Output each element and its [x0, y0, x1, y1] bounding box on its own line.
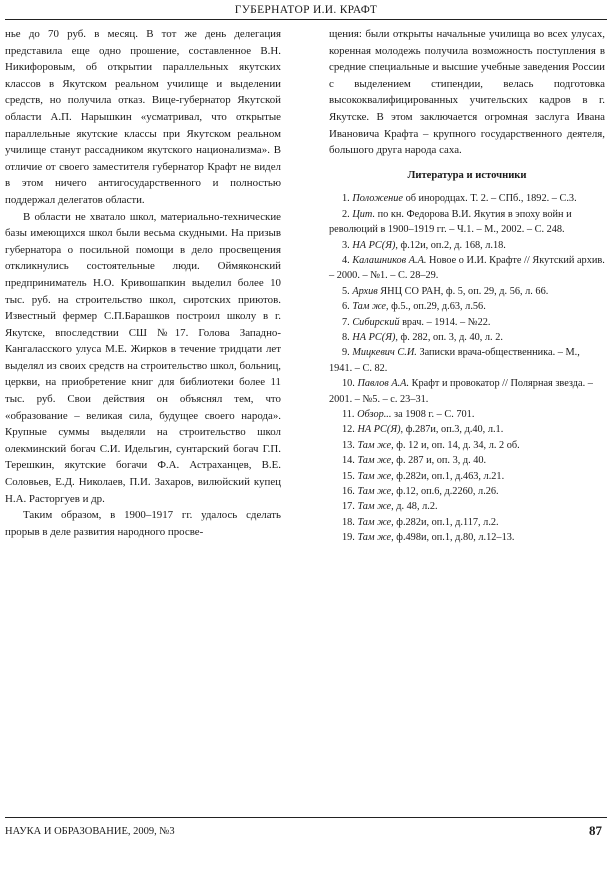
reference-item [329, 299, 605, 314]
reference-item [329, 253, 605, 284]
reference-rest: Крафт и провокатор // Полярная звезда. – 2001. – №5. – с. 23–31. [329, 378, 593, 405]
reference-italic-part: Павлов А.А. [357, 378, 410, 390]
reference-item [329, 330, 605, 345]
reference-number: 17. [342, 501, 355, 513]
reference-item [329, 530, 605, 545]
reference-rest: , ф. 12 и, оп. 14, д. 34, л. 2 об. [391, 439, 520, 451]
reference-number: 11. [342, 409, 355, 421]
reference-rest: , ф.287и, оп.3, д.40, л.1. [400, 424, 504, 436]
reference-italic-part: Там же [357, 532, 392, 544]
reference-rest: , ф. 282, оп. 3, д. 40, л. 2. [395, 332, 503, 343]
reference-rest: , ф.498и, оп.1, д.80, л.12–13. [391, 532, 515, 544]
reference-italic-part: Обзор... [357, 409, 392, 421]
footer-rule [5, 817, 607, 818]
reference-item [329, 238, 605, 253]
reference-number: 16. [342, 486, 355, 498]
reference-italic-part: НА РС(Я) [357, 424, 401, 436]
journal-info: НАУКА И ОБРАЗОВАНИЕ, 2009, №3 [5, 826, 175, 837]
references-heading: Литература и источники [407, 169, 527, 181]
reference-item [329, 376, 605, 407]
reference-number: 14. [342, 455, 355, 467]
reference-number: 1. [342, 193, 350, 205]
reference-number: 7. [342, 316, 350, 328]
reference-item [329, 469, 605, 484]
reference-item [329, 315, 605, 330]
reference-italic-part: Калашников А.А. [352, 254, 427, 266]
reference-rest: , ф.282и, оп.1, д.463, л.21. [391, 470, 505, 482]
reference-item [329, 207, 605, 238]
reference-italic-part: Там же [357, 516, 392, 528]
reference-italic-part: НА РС(Я) [352, 239, 396, 251]
reference-rest: врач. – 1914. – №22. [399, 316, 491, 328]
left-column [5, 26, 281, 540]
reference-rest: , д. 48, л.2. [391, 501, 438, 513]
reference-italic-part: Архив [352, 285, 378, 297]
reference-italic-part: Там же [357, 486, 392, 498]
paragraph-2: В области не хватало школ, материально-технические базы имеющихся школ были весьма скудными. На призыв губернатора о посильной помощи в дело просвещения откликнулись состоятельные люди. Оймяконский предприниматель Н.О. Кривошапкин выделил более 10 тыс. руб. на строительство школ, сиротских приютов. Известный фермер С.П.Барашков построил школу в г. Якутске, впоследствии СШ №17. Голова Западно-Кангаласского улуса М.Е. Жирков в течение тридцати лет выделял из своих средств на строительство школ, больниц, церкви, на приобретение книг для библиотеки более 11 тыс. руб. Свои действия он объяснял тем, что «образование – великая сила, будущее своего народа». Крупные суммы выделяли на строительство школ олекминский богач С.И. Идельгин, сунтарский богач Г.П. Терешкин, якутские богачи Ф.А. Астраханцев, В.Е. Соловьев, Е.Д. Николаев, П.И. Захаров, вилюйский купец Н.А. Расторгуев и др. [5, 210, 281, 505]
reference-rest: , ф.5., оп.29, д.63, л.56. [385, 301, 486, 313]
reference-number: 9. [342, 347, 350, 359]
reference-number: 18. [342, 516, 355, 528]
reference-rest: , ф.12и, оп.2, д. 168, л.18. [395, 239, 506, 251]
reference-italic-part: Там же [357, 439, 392, 451]
reference-item [329, 345, 605, 376]
reference-number: 8. [342, 332, 350, 343]
running-title: ГУБЕРНАТОР И.И. КРАФТ [234, 4, 378, 16]
reference-italic-part: Цит. [352, 208, 376, 220]
reference-item [329, 438, 605, 453]
reference-item [329, 422, 605, 437]
reference-italic-part: Там же [357, 455, 392, 467]
reference-item [329, 499, 605, 514]
reference-number: 10. [342, 378, 355, 390]
reference-item [329, 515, 605, 530]
reference-rest: ЯНЦ СО РАН, ф. 5, оп. 29, д. 56, л. 66. [377, 285, 549, 297]
reference-rest: , ф. 287 и, оп. 3, д. 40. [391, 455, 487, 467]
reference-item [329, 484, 605, 499]
reference-number: 2. [342, 208, 350, 220]
reference-italic-part: Сибирский [352, 316, 400, 328]
reference-italic-part: Положение [352, 193, 403, 205]
reference-item [329, 191, 605, 206]
paragraph-3: Таким образом, в 1900–1917 гг. удалось сделать прорыв в деле развития народного просве- [5, 509, 281, 538]
reference-item [329, 284, 605, 299]
reference-number: 13. [342, 439, 355, 451]
reference-italic-part: Там же [357, 501, 392, 513]
page-number: 87 [589, 823, 602, 838]
right-column [329, 26, 605, 546]
reference-number: 15. [342, 470, 355, 482]
reference-number: 6. [342, 301, 350, 313]
reference-number: 5. [342, 285, 350, 297]
reference-rest: , ф.12, оп.6, д.2260, л.26. [391, 486, 499, 498]
reference-rest: за 1908 г. – С. 701. [391, 409, 475, 421]
reference-italic-part: Там же [352, 301, 386, 313]
reference-number: 12. [342, 424, 355, 436]
reference-rest: по кн. Федорова В.И. Якутия в эпоху войн и революций в 1900–1919 гг. – Ч.1. – М., 2002. – С. 248. [329, 208, 572, 236]
reference-item [329, 453, 605, 468]
reference-rest: Записки врача-общественника. – М., 1941. – С. 82. [329, 347, 580, 374]
reference-item [329, 407, 605, 422]
reference-rest: , ф.282и, оп.1, д.117, л.2. [391, 516, 499, 528]
reference-number: 3. [342, 239, 350, 251]
reference-number: 19. [342, 532, 355, 544]
reference-rest: Новое о И.И. Крафте // Якутский архив. – 2000. – №1. – С. 28–29. [329, 254, 605, 282]
references-list [329, 191, 605, 545]
header-rule [5, 19, 607, 20]
reference-italic-part: Мицкевич С.И. [352, 347, 417, 359]
reference-italic-part: Там же [357, 470, 392, 482]
reference-italic-part: НА РС(Я) [352, 332, 396, 343]
reference-number: 4. [342, 254, 350, 266]
paragraph-1: нье до 70 руб. в месяц. В тот же день делегация представила еще одно прошение, составленное В.Н. Никифоровым, об открытии параллельных якутских классов в Якутском реальном училище и выделении средств, но получила отказ. Вице-губернатор Якутской области А.П. Нарышкин «усматривал, что открытые параллельные якутские классы при Якутском реальном училище станут рассадником якутского национализма». В отличие от своего заместителя губернатор Крафт не видел в этом ничего антигосударственного и полностью поддержал делегатов области. [5, 28, 281, 206]
paragraph-4: щения: были открыты начальные училища во всех улусах, коренная молодежь получила возможность поступления в средние специальные и высшие учебные заведения России с выделением стипендии, велась подготовка высококвалифицированных учительских кадров в г. Якутске. В этом заключается огромная заслуга Ивана Ивановича Крафта – крупного государственного деятеля, большого друга народа саха. [329, 28, 605, 157]
reference-rest: об инородцах. Т. 2. – СПб., 1892. – С.3. [403, 193, 577, 205]
